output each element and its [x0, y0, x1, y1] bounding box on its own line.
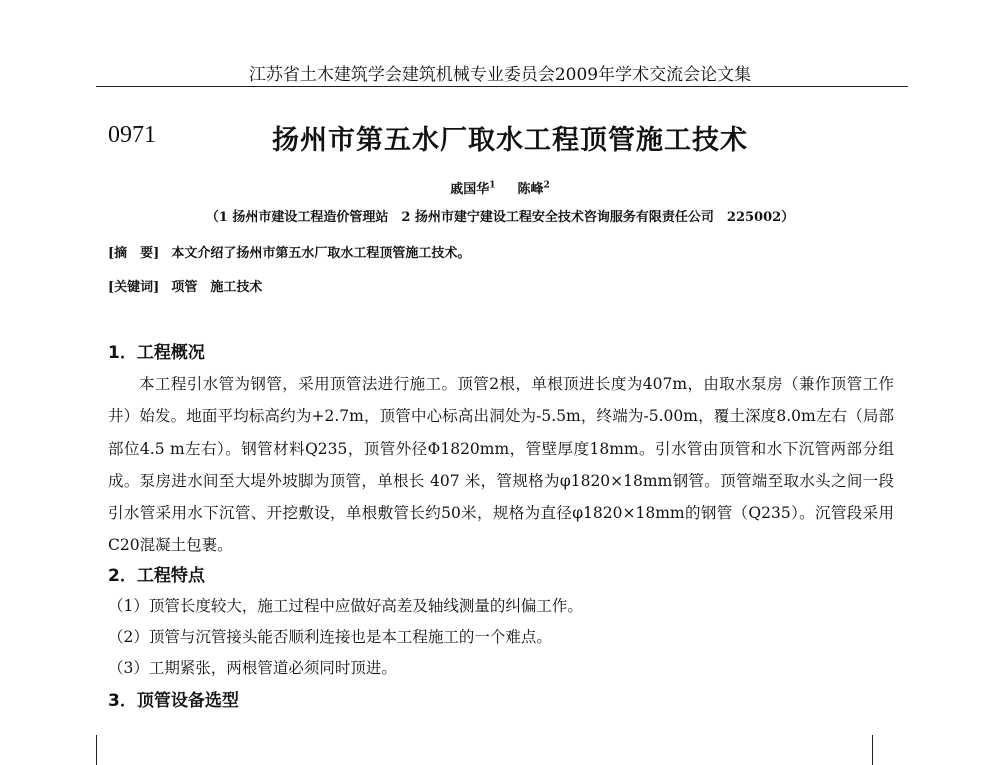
list-item: （1）顶管长度较大，施工过程中应做好高差及轴线测量的纠偏工作。: [108, 597, 583, 615]
affiliation: （1 扬州市建设工程造价管理站 2 扬州市建宁建设工程安全技术咨询服务有限责任公司 225002）: [205, 210, 795, 225]
list-item: （3）工期紧张，两根管道必须同时顶进。: [108, 659, 397, 677]
list-item: （2）顶管与沉管接头能否顺利连接也是本工程施工的一个难点。: [108, 628, 552, 646]
header-rule: [96, 86, 908, 87]
table-border-right: [872, 735, 873, 765]
author-name: 陈峰: [517, 182, 544, 197]
table-border-left: [96, 735, 97, 765]
author-sup: 2: [543, 180, 550, 191]
section-heading: 1．工程概况: [108, 343, 205, 363]
section-paragraph: 本工程引水管为钢管，采用顶管法进行施工。顶管2根，单根顶进长度为407m，由取水泵房（兼作顶管工作井）始发。地面平均标高约为+2.7m，顶管中心标高出洞处为-5.5m，终端为-5.00m，覆土深度8.0m左右（局部部位4.5 m左右）。钢管材料Q235，顶管外径Φ1820mm，管壁厚度18mm。引水管由顶管和水下沉管两部分组成。泵房进水间至大堤外坡脚为顶管，单根长 407 米，管规格为φ1820×18mm钢管。顶管端至取水头之间一段引水管采用水下沉管、开挖敷设，单根敷管长约50米，规格为直径φ1820×18mm的钢管（Q235）。沉管段采用C20混凝土包裹。: [108, 375, 894, 555]
abstract-label: [摘 要]: [108, 246, 160, 261]
keywords: [108, 276, 262, 295]
keywords-label: [关键词]: [108, 280, 160, 295]
author-sup: 1: [489, 180, 496, 191]
section-heading: 3．顶管设备选型: [108, 691, 239, 711]
section-heading: 2．工程特点: [108, 566, 205, 586]
paper-title: 扬州市第五水厂取水工程顶管施工技术: [272, 125, 748, 156]
keywords-text: 项管 施工技术: [171, 280, 263, 295]
abstract-text: 本文介绍了扬州市第五水厂取水工程顶管施工技术。: [171, 246, 471, 261]
paper-code: 0971: [108, 122, 156, 148]
abstract: [108, 242, 470, 261]
author-name: 戚国华: [450, 182, 490, 197]
running-header: 江苏省土木建筑学会建筑机械专业委员会2009年学术交流会论文集: [248, 65, 752, 85]
authors: [0, 178, 1000, 197]
